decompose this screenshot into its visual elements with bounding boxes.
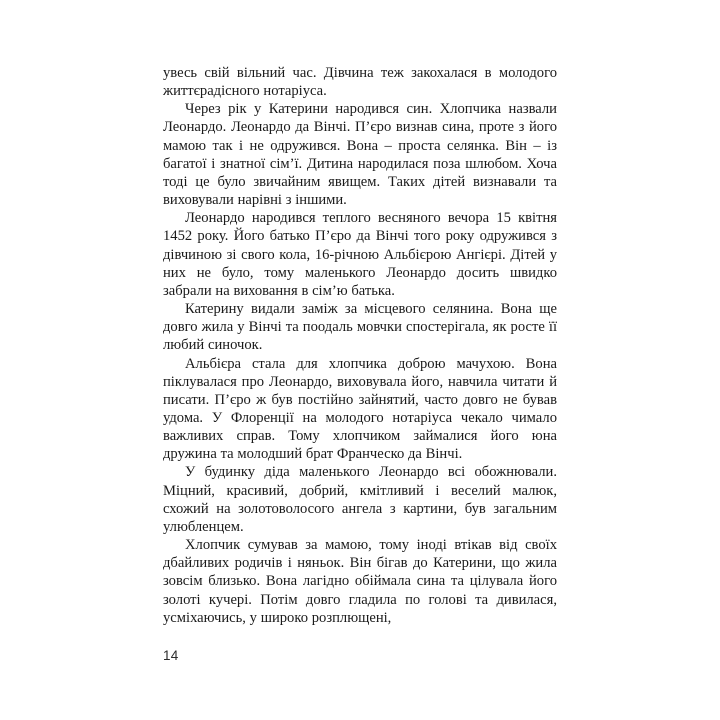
page-text-block xyxy=(163,64,557,627)
body-paragraph: Через рік у Катерини народився син. Хлопчика назвали Леонардо. Леонардо да Вінчі. П’єро визнав сина, проте з його мамою так і не одружився. Вона – проста селянка. Він – із багатої і знатної сім’ї. Дитина народилася поза шлюбом. Хоча тоді це було звичайним явищем. Таких дітей визнавали та виховували нарівні з іншими. xyxy=(163,101,557,209)
body-paragraph: Хлопчик сумував за мамою, тому іноді втікав від своїх дбайливих родичів і няньок. Він бігав до Катерини, що жила зовсім близько. Вона лагідно обіймала сина та цілувала його золоті кучері. Потім довго гладила по голові та дивилася, усміхаючись, у широко розплющені, xyxy=(163,537,557,626)
body-paragraph: увесь свій вільний час. Дівчина теж закохалася в молодого життєрадісного нотаріуса. xyxy=(163,65,557,100)
page-number-folio: 14 xyxy=(163,648,179,663)
body-paragraph: Альбієра стала для хлопчика доброю мачухою. Вона піклувалася про Леонардо, виховувала його, навчила читати й писати. П’єро ж був постійно зайнятий, часто довго не бував удома. У Флоренції на молодого нотаріуса чекало чимало важливих справ. Тому хлопчиком займалися його юна дружина та молодший брат Франческо да Вінчі. xyxy=(163,355,557,463)
body-paragraph: Катерину видали заміж за місцевого селянина. Вона ще довго жила у Вінчі та поодаль мовчки спостерігала, як росте її любий синочок. xyxy=(163,301,557,354)
body-paragraph: Леонардо народився теплого весняного вечора 15 квітня 1452 року. Його батько П’єро да Вінчі того року одружився з дівчиною зі свого кола, 16-річною Альбієрою Ангієрі. Дітей у них не було, тому маленького Леонардо досить швидко забрали на виховання в сім’ю батька. xyxy=(163,210,557,299)
body-paragraph: У будинку діда маленького Леонардо всі обожнювали. Міцний, красивий, добрий, кмітливий і веселий малюк, схожий на золотоволосого ангела з картини, був загальним улюбленцем. xyxy=(163,464,557,535)
